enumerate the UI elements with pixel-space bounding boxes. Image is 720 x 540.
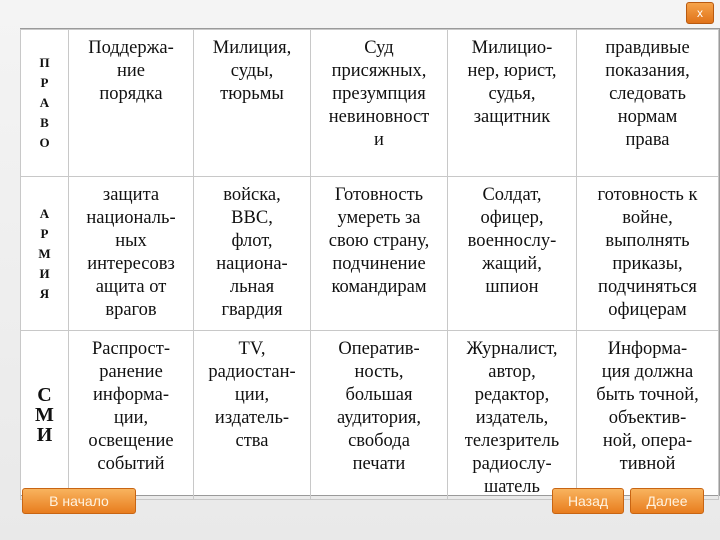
cell-line: автор, — [488, 362, 536, 382]
cell-line: врагов — [105, 300, 157, 320]
row-header-pravo: П Р А В О — [21, 30, 69, 177]
table-cell — [577, 331, 719, 500]
cell-line: радиостан- — [208, 362, 296, 382]
cell-line: быть точной, — [596, 385, 699, 405]
cell-line: Суд — [364, 38, 394, 58]
cell-line: шатель — [484, 477, 540, 497]
cell-line: ВВС, — [231, 208, 273, 228]
cell-line: защитник — [473, 107, 551, 127]
cell-line: радиослу- — [472, 454, 552, 474]
cell-line: войска, — [223, 185, 281, 205]
cell-line: порядка — [99, 84, 163, 104]
cell-line: Милицио- — [471, 38, 553, 58]
cell-line: и — [374, 130, 384, 150]
cell-line: умереть за — [337, 208, 421, 228]
cell-line: ность, — [354, 362, 404, 382]
cell-line: ция должна — [601, 362, 694, 382]
cell-line: Журналист, — [466, 339, 558, 359]
cell-line: гвардия — [221, 300, 283, 320]
cell-line: националь- — [86, 208, 176, 228]
cell-line: информа- — [93, 385, 169, 405]
table-cell — [194, 177, 311, 331]
cell-line: ранение — [99, 362, 163, 382]
cell-line: невиновност — [328, 107, 430, 127]
table-cell — [194, 30, 311, 177]
table-cell — [69, 30, 194, 177]
cell-line: флот, — [231, 231, 273, 251]
row-header-armiya: А Р М И Я — [21, 177, 69, 331]
table-cell — [69, 331, 194, 500]
cell-line: тюрьмы — [220, 84, 284, 104]
table-cell — [448, 30, 577, 177]
cell-line: аудитория, — [336, 408, 422, 428]
cell-line: Распрост- — [91, 339, 171, 359]
cell-line: следовать — [609, 84, 686, 104]
cell-line: подчинение — [332, 254, 426, 274]
table-cell — [69, 177, 194, 331]
back-button[interactable]: Назад — [552, 488, 624, 514]
cell-line: показания, — [605, 61, 690, 81]
cell-line: судья, — [488, 84, 536, 104]
cell-line: ной, опера- — [602, 431, 693, 451]
cell-line: интересовз — [87, 254, 175, 274]
row-header-smi: С М И — [21, 331, 69, 500]
cell-line: событий — [97, 454, 165, 474]
cell-line: ных — [115, 231, 147, 251]
cell-line: нер, юрист, — [467, 61, 557, 81]
cell-line: ащита от — [95, 277, 167, 297]
cell-line: нормам — [617, 107, 678, 127]
cell-line: шпион — [485, 277, 539, 297]
home-button[interactable]: В начало — [22, 488, 136, 514]
cell-line: готовность к — [597, 185, 698, 205]
table-cell — [577, 30, 719, 177]
cell-line: Информа- — [607, 339, 688, 359]
cell-line: ние — [116, 61, 145, 81]
cell-line: выполнять — [605, 231, 690, 251]
cell-line: правдивые — [605, 38, 690, 58]
cell-line: льная — [229, 277, 275, 297]
table-cell — [194, 331, 311, 500]
table-row — [21, 30, 719, 177]
cell-line: TV, — [238, 339, 266, 359]
cell-line: офицерам — [608, 300, 687, 320]
cell-line: приказы, — [612, 254, 683, 274]
cell-line: национа- — [216, 254, 288, 274]
cell-line: ции, — [113, 408, 149, 428]
cell-line: Готовность — [334, 185, 424, 205]
comparison-table — [20, 29, 719, 500]
cell-line: презумпция — [332, 84, 426, 104]
table-cell — [311, 177, 448, 331]
table-row — [21, 331, 719, 500]
table-cell — [311, 331, 448, 500]
cell-line: тивной — [619, 454, 676, 474]
close-button[interactable]: x — [686, 2, 714, 24]
cell-line: издатель- — [214, 408, 290, 428]
cell-line: ции, — [234, 385, 270, 405]
table-row — [21, 177, 719, 331]
cell-line: редактор, — [474, 385, 550, 405]
cell-line: офицер, — [480, 208, 544, 228]
cell-line: Поддержа- — [88, 38, 174, 58]
cell-line: телезритель — [464, 431, 560, 451]
cell-line: военнослу- — [467, 231, 557, 251]
cell-line: свою страну, — [328, 231, 430, 251]
cell-line: Милиция, — [212, 38, 292, 58]
table-cell — [577, 177, 719, 331]
cell-line: большая — [345, 385, 413, 405]
cell-line: Оператив- — [338, 339, 420, 359]
cell-line: свобода — [348, 431, 410, 451]
cell-line: объектив- — [608, 408, 687, 428]
cell-line: печати — [352, 454, 406, 474]
cell-line: подчиняться — [598, 277, 697, 297]
table-cell — [448, 177, 577, 331]
cell-line: жащий, — [482, 254, 542, 274]
cell-line: издатель, — [475, 408, 549, 428]
cell-line: ства — [235, 431, 269, 451]
cell-line: защита — [102, 185, 160, 205]
cell-line: войне, — [622, 208, 673, 228]
cell-line: командирам — [331, 277, 427, 297]
next-button[interactable]: Далее — [630, 488, 704, 514]
cell-line: суды, — [230, 61, 274, 81]
cell-line: присяжных, — [331, 61, 427, 81]
cell-line: освещение — [88, 431, 174, 451]
table-cell — [448, 331, 577, 500]
table-cell — [311, 30, 448, 177]
cell-line: права — [625, 130, 670, 150]
cell-line: Солдат, — [482, 185, 542, 205]
